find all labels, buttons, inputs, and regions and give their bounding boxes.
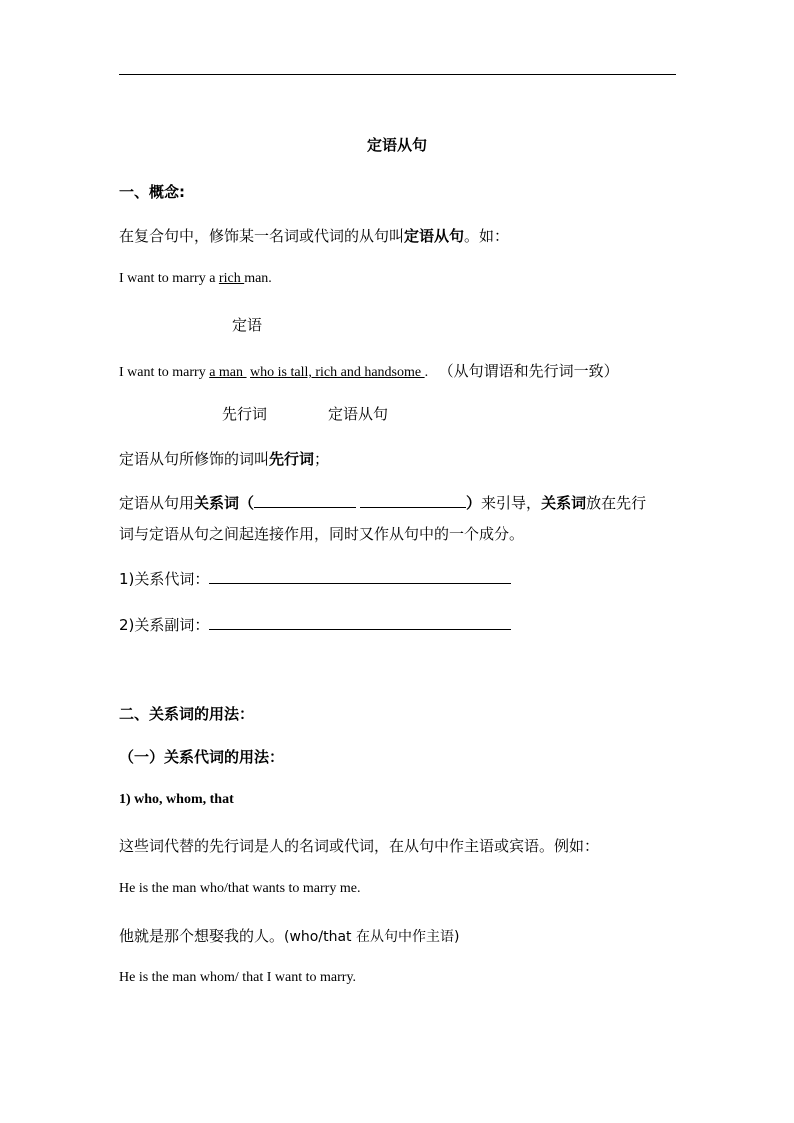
page-title: 定语从句 [366,136,427,154]
relative-adverb-row [119,614,511,635]
example-2-antecedent: a man [209,365,247,380]
header-rule [119,74,676,75]
definition-paragraph [119,225,509,246]
relword-term-1: 关系词（ [194,494,255,512]
item1-title: 1) who, whom, that [119,792,234,807]
example-2-note: （从句谓语和先行词一致） [438,364,619,380]
relative-pronoun-row [119,568,511,589]
relword-text-3: 放在先行 [586,494,647,512]
relative-adverb-label: 2)关系副词： [119,616,210,634]
example-1-attribute: rich [218,271,245,286]
antecedent-term: 先行词 [269,450,315,468]
example-2-label-clause: 定语从句 [328,405,389,423]
example-sentence-4: He is the man whom/ that I want to marry. [119,970,357,985]
antecedent-definition [119,448,329,469]
example-3-note: (who/that 在从句中作主语) [284,929,460,945]
relative-word-paragraph [119,492,646,513]
example-sentence-2 [119,360,619,381]
antecedent-text: 定语从句所修饰的词叫 [119,450,270,468]
subsection-heading: （一）关系代词的用法： [119,748,285,766]
section2-heading: 二、关系词的用法： [119,705,255,723]
section1-heading: 一、概念: [119,183,185,201]
example-1-label: 定语 [232,316,263,334]
relative-pronoun-blank[interactable] [209,568,511,584]
example-1-prefix: I want to marry a [119,271,219,286]
example-2-label-antecedent: 先行词 [222,405,268,423]
definition-text: 在复合句中，修饰某一名词或代词的从句叫 [119,227,405,245]
relative-adverb-blank[interactable] [209,614,511,630]
example-2-prefix: I want to marry [119,365,210,380]
antecedent-punct: ； [314,450,330,468]
definition-term: 定语从句 [404,227,465,245]
example-2-suffix: . [424,365,429,380]
example-2-clause: who is tall, rich and handsome [250,365,425,380]
relative-pronoun-label: 1)关系代词： [119,570,210,588]
relative-word-paragraph-line2: 词与定语从句之间起连接作用，同时又作从句中的一个成分。 [119,525,525,543]
definition-text-end: 。如： [464,227,510,245]
item1-description: 这些词代替的先行词是人的名词或代词，在从句中作主语或宾语。例如： [119,837,600,855]
example-3-translation-row [119,925,459,946]
relword-text-1: 定语从句用 [119,494,195,512]
example-1-suffix: man. [244,271,272,286]
relword-text-2: 来引导， [481,494,542,512]
relword-term-2: 关系词 [541,494,587,512]
example-3-translation: 他就是那个想娶我的人。 [119,927,285,945]
example-sentence-1 [119,271,272,287]
relword-paren-close: ） [466,494,482,512]
blank-field-2[interactable] [360,492,466,508]
example-sentence-3: He is the man who/that wants to marry me. [119,881,361,896]
blank-field-1[interactable] [254,492,356,508]
